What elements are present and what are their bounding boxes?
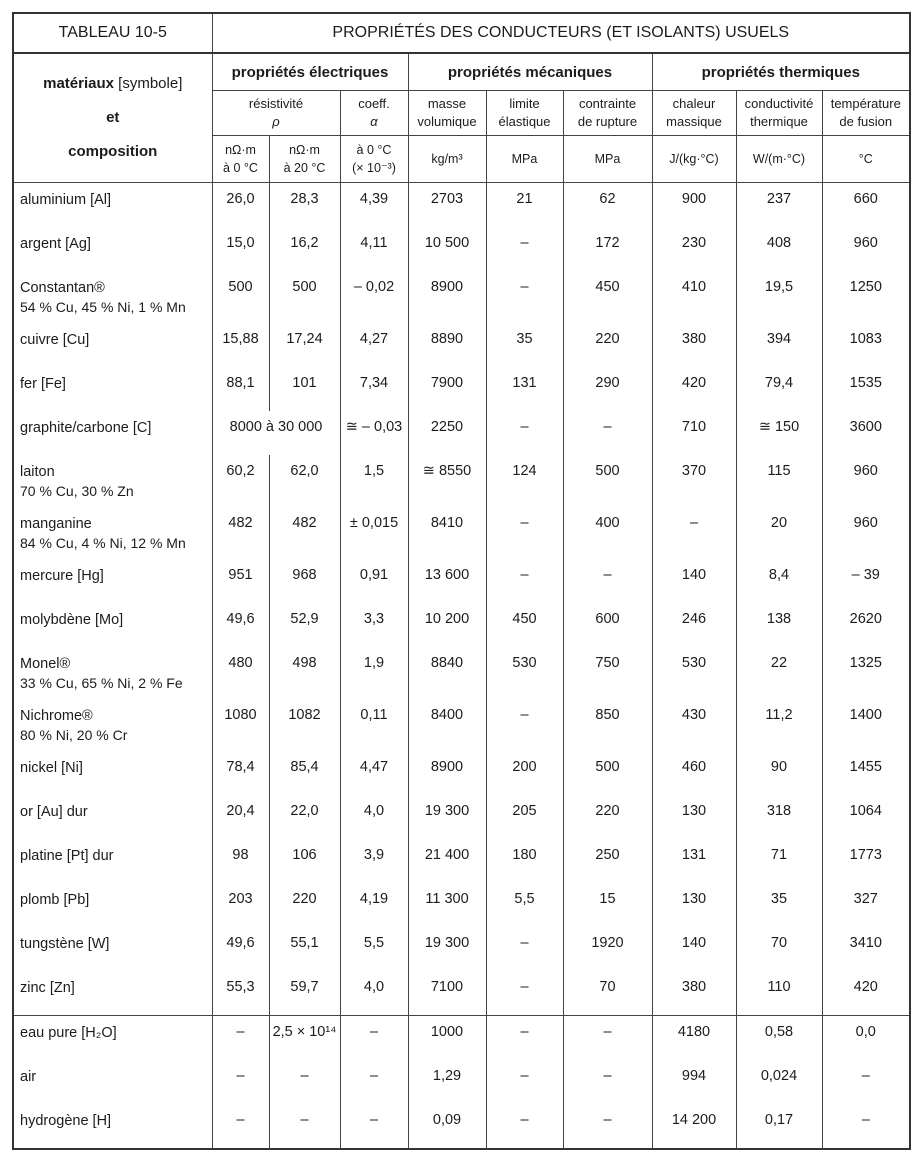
- value-cell: ± 0,015: [340, 507, 408, 559]
- value-cell: 205: [486, 795, 563, 839]
- value-cell: 500: [563, 455, 652, 507]
- table-row: [13, 1060, 910, 1104]
- value-cell: 318: [736, 795, 822, 839]
- value-cell: –: [486, 971, 563, 1016]
- value-cell: 22: [736, 647, 822, 699]
- value-cell: 250: [563, 839, 652, 883]
- value-cell: 49,6: [226, 611, 255, 627]
- value-cell: 71: [736, 839, 822, 883]
- value-cell: 200: [486, 751, 563, 795]
- material-name: hydrogène [H]: [13, 1104, 212, 1149]
- value-cell: ≅ – 0,03: [340, 411, 408, 455]
- value-cell: 380: [652, 971, 736, 1016]
- value-cell: 90: [736, 751, 822, 795]
- value-cell: 8000 à 30 000: [229, 419, 323, 435]
- value-cell: 1325: [822, 647, 910, 699]
- value-cell: 237: [736, 183, 822, 228]
- value-cell: 2703: [408, 183, 486, 228]
- value-cell: –: [563, 1016, 652, 1061]
- value-cell: 8400: [408, 699, 486, 751]
- unit-density: kg/m³: [408, 136, 486, 183]
- material-name: mercure [Hg]: [13, 559, 212, 603]
- value-cell: 4,47: [340, 751, 408, 795]
- value-cell: 290: [563, 367, 652, 411]
- value-cell: –: [563, 1104, 652, 1149]
- value-cell: 60,2: [226, 463, 255, 479]
- value-cell: 370: [652, 455, 736, 507]
- value-cell: 62: [563, 183, 652, 228]
- material-composition: 33 % Cu, 65 % Ni, 2 % Fe: [20, 675, 183, 691]
- value-cell: 0,58: [736, 1016, 822, 1061]
- material-name: tungstène [W]: [13, 927, 212, 971]
- value-cell: 994: [652, 1060, 736, 1104]
- value-cell: 960: [822, 227, 910, 271]
- table-heading: PROPRIÉTÉS DES CONDUCTEURS (ET ISOLANTS) USUELS: [212, 13, 910, 53]
- value-cell: 8410: [408, 507, 486, 559]
- value-cell: 10 200: [408, 603, 486, 647]
- material-name: plomb [Pb]: [13, 883, 212, 927]
- material-composition: 70 % Cu, 30 % Zn: [20, 483, 134, 499]
- material-name: manganine 84 % Cu, 4 % Ni, 12 % Mn: [13, 507, 212, 559]
- value-cell: –: [212, 1016, 269, 1061]
- value-cell: 3410: [822, 927, 910, 971]
- group-electrical: propriétés électriques: [212, 53, 408, 91]
- value-cell: 21 400: [408, 839, 486, 883]
- value-cell: 450: [486, 603, 563, 647]
- material-name: molybdène [Mo]: [13, 603, 212, 647]
- value-cell: 1773: [822, 839, 910, 883]
- value-cell: 1,5: [340, 455, 408, 507]
- value-cell: 960: [822, 507, 910, 559]
- value-cell: 0,024: [736, 1060, 822, 1104]
- value-cell: 1,9: [340, 647, 408, 699]
- value-cell: 460: [652, 751, 736, 795]
- value-cell: 1920: [563, 927, 652, 971]
- value-cell: 500: [269, 271, 340, 323]
- value-cell: 2620: [822, 603, 910, 647]
- value-cell: 480: [228, 655, 253, 671]
- value-cell: 1,29: [408, 1060, 486, 1104]
- material-name: air: [13, 1060, 212, 1104]
- value-cell: –: [563, 559, 652, 603]
- value-cell: 131: [652, 839, 736, 883]
- value-cell: 19 300: [408, 927, 486, 971]
- value-cell: – 39: [822, 559, 910, 603]
- value-cell: 1083: [822, 323, 910, 367]
- unit-conductivity: W/(m·°C): [736, 136, 822, 183]
- value-cell: –: [340, 1016, 408, 1061]
- value-cell: 900: [652, 183, 736, 228]
- subheader-resistivity: résistivité ρ: [212, 91, 340, 136]
- table-row: [13, 751, 910, 795]
- value-cell: –: [269, 1104, 340, 1149]
- value-cell: 4,0: [340, 971, 408, 1016]
- value-cell: –: [486, 927, 563, 971]
- value-cell: 21: [486, 183, 563, 228]
- value-cell: 230: [652, 227, 736, 271]
- value-cell: 140: [652, 927, 736, 971]
- value-cell: 203: [228, 891, 253, 907]
- value-cell: 15: [563, 883, 652, 927]
- value-cell: 5,5: [340, 927, 408, 971]
- value-cell: 19,5: [736, 271, 822, 323]
- table-row: [13, 927, 910, 971]
- value-cell: 26,0: [226, 191, 255, 207]
- group-thermal: propriétés thermiques: [652, 53, 910, 91]
- table-row: [13, 971, 910, 1016]
- value-cell: –: [340, 1104, 408, 1149]
- value-cell: –: [269, 1060, 340, 1104]
- value-cell: 138: [736, 603, 822, 647]
- value-cell: 4,19: [340, 883, 408, 927]
- material-header-bold: matériaux: [43, 75, 114, 92]
- subheader-heat: chaleur massique: [652, 91, 736, 136]
- material-name: or [Au] dur: [13, 795, 212, 839]
- value-cell: 4,39: [340, 183, 408, 228]
- value-cell: 0,11: [340, 699, 408, 751]
- table-row: [13, 1016, 910, 1061]
- value-cell: 380: [652, 323, 736, 367]
- value-cell: 4,11: [340, 227, 408, 271]
- properties-table: [12, 12, 911, 1150]
- value-cell: ≅ 150: [736, 411, 822, 455]
- material-composition: 84 % Cu, 4 % Ni, 12 % Mn: [20, 535, 186, 551]
- value-cell: 4,0: [340, 795, 408, 839]
- value-cell: 19 300: [408, 795, 486, 839]
- material-header-and: et: [106, 109, 120, 126]
- table-row: [13, 647, 910, 699]
- value-cell: 59,7: [269, 971, 340, 1016]
- value-cell: –: [822, 1060, 910, 1104]
- value-cell: 850: [563, 699, 652, 751]
- value-cell: 8,4: [736, 559, 822, 603]
- subheader-coeff: coeff. α: [340, 91, 408, 136]
- material-name: platine [Pt] dur: [13, 839, 212, 883]
- value-cell: 130: [652, 795, 736, 839]
- value-cell: 0,91: [340, 559, 408, 603]
- value-cell: 4180: [652, 1016, 736, 1061]
- properties-table-container: [12, 12, 909, 1150]
- value-cell: –: [486, 411, 563, 455]
- value-cell: 0,09: [408, 1104, 486, 1149]
- value-cell: 220: [563, 323, 652, 367]
- table-row: [13, 795, 910, 839]
- value-cell: 710: [652, 411, 736, 455]
- value-cell: 1400: [822, 699, 910, 751]
- value-cell: 35: [736, 883, 822, 927]
- value-cell: 420: [652, 367, 736, 411]
- value-cell: –: [486, 1104, 563, 1149]
- subheader-yield: limite élastique: [486, 91, 563, 136]
- material-name: nickel [Ni]: [13, 751, 212, 795]
- value-cell: 450: [563, 271, 652, 323]
- value-cell: 49,6: [226, 935, 255, 951]
- unit-rupture: MPa: [563, 136, 652, 183]
- value-cell: 394: [736, 323, 822, 367]
- material-name: laiton 70 % Cu, 30 % Zn: [13, 455, 212, 507]
- material-name: Constantan® 54 % Cu, 45 % Ni, 1 % Mn: [13, 271, 212, 323]
- value-cell: 1064: [822, 795, 910, 839]
- table-body: [13, 183, 910, 1150]
- table-row: [13, 883, 910, 927]
- material-name: zinc [Zn]: [13, 971, 212, 1016]
- material-header-composition: composition: [68, 143, 158, 160]
- value-cell: –: [340, 1060, 408, 1104]
- value-cell: 8890: [408, 323, 486, 367]
- value-cell: 79,4: [736, 367, 822, 411]
- value-cell: 600: [563, 603, 652, 647]
- value-cell: 101: [269, 367, 340, 411]
- unit-res0: nΩ·m à 0 °C: [212, 136, 269, 183]
- value-cell: 55,3: [226, 979, 255, 995]
- value-cell: 35: [486, 323, 563, 367]
- value-cell: 750: [563, 647, 652, 699]
- value-cell: 1455: [822, 751, 910, 795]
- value-cell: 14 200: [652, 1104, 736, 1149]
- value-cell: 10 500: [408, 227, 486, 271]
- subheader-rupture: contrainte de rupture: [563, 91, 652, 136]
- value-cell: 4,27: [340, 323, 408, 367]
- material-name: fer [Fe]: [13, 367, 212, 411]
- value-cell: 408: [736, 227, 822, 271]
- table-row: [13, 1104, 910, 1149]
- value-cell: 180: [486, 839, 563, 883]
- value-cell: 15,88: [222, 331, 259, 347]
- value-cell: –: [486, 227, 563, 271]
- value-cell: 13 600: [408, 559, 486, 603]
- value-cell: –: [486, 1016, 563, 1061]
- value-cell: 16,2: [269, 227, 340, 271]
- value-cell: 52,9: [269, 603, 340, 647]
- value-cell: –: [486, 507, 563, 559]
- table-row: [13, 559, 910, 603]
- table-number: TABLEAU 10-5: [13, 13, 212, 53]
- value-cell: –: [486, 699, 563, 751]
- value-cell: 130: [652, 883, 736, 927]
- value-cell: 8900: [408, 271, 486, 323]
- value-cell: 530: [652, 647, 736, 699]
- value-cell: 8900: [408, 751, 486, 795]
- value-cell: 124: [486, 455, 563, 507]
- group-mechanical: propriétés mécaniques: [408, 53, 652, 91]
- value-cell: 0,0: [822, 1016, 910, 1061]
- value-cell: 7900: [408, 367, 486, 411]
- material-name: graphite/carbone [C]: [13, 411, 212, 455]
- table-row: [13, 367, 910, 411]
- table-row: [13, 183, 910, 228]
- value-cell: 3,3: [340, 603, 408, 647]
- unit-melting: °C: [822, 136, 910, 183]
- value-cell: 70: [563, 971, 652, 1016]
- value-cell: 7100: [408, 971, 486, 1016]
- material-name: eau pure [H₂O]: [13, 1016, 212, 1061]
- value-cell: 70: [736, 927, 822, 971]
- value-cell: 410: [652, 271, 736, 323]
- value-cell: 20,4: [226, 803, 255, 819]
- value-cell: 498: [269, 647, 340, 699]
- value-cell: 17,24: [269, 323, 340, 367]
- value-cell: 1535: [822, 367, 910, 411]
- value-cell: 220: [563, 795, 652, 839]
- material-name: argent [Ag]: [13, 227, 212, 271]
- value-cell: 2250: [408, 411, 486, 455]
- value-cell: 2,5 × 10¹⁴: [269, 1016, 340, 1061]
- unit-yield: MPa: [486, 136, 563, 183]
- value-cell: 220: [269, 883, 340, 927]
- material-name: Monel® 33 % Cu, 65 % Ni, 2 % Fe: [13, 647, 212, 699]
- value-cell: 8840: [408, 647, 486, 699]
- value-cell: 1082: [269, 699, 340, 751]
- table-row: [13, 839, 910, 883]
- value-cell: 172: [563, 227, 652, 271]
- value-cell: –: [236, 1112, 245, 1128]
- value-cell: 0,17: [736, 1104, 822, 1149]
- value-cell: 500: [563, 751, 652, 795]
- value-cell: –: [486, 559, 563, 603]
- value-cell: 98: [232, 847, 249, 863]
- table-row: [13, 603, 910, 647]
- value-cell: 78,4: [226, 759, 255, 775]
- value-cell: 430: [652, 699, 736, 751]
- value-cell: 1080: [224, 707, 257, 723]
- unit-res20: nΩ·m à 20 °C: [269, 136, 340, 183]
- value-cell: 131: [486, 367, 563, 411]
- material-composition: 80 % Ni, 20 % Cr: [20, 727, 128, 743]
- value-cell: 660: [822, 183, 910, 228]
- table-row: [13, 507, 910, 559]
- material-name: aluminium [Al]: [13, 183, 212, 228]
- value-cell: –: [822, 1104, 910, 1149]
- value-cell: 960: [822, 455, 910, 507]
- material-column-header: [13, 53, 212, 183]
- value-cell: 11 300: [408, 883, 486, 927]
- value-cell: –: [563, 411, 652, 455]
- value-cell: 106: [269, 839, 340, 883]
- value-cell: 115: [736, 455, 822, 507]
- value-cell: 530: [486, 647, 563, 699]
- unit-heat: J/(kg·°C): [652, 136, 736, 183]
- value-cell: 110: [736, 971, 822, 1016]
- table-row: [13, 411, 910, 455]
- value-cell: 1250: [822, 271, 910, 323]
- value-cell: ≅ 8550: [408, 455, 486, 507]
- value-cell: 327: [822, 883, 910, 927]
- value-cell: –: [486, 1060, 563, 1104]
- value-cell: 400: [563, 507, 652, 559]
- value-cell: 5,5: [486, 883, 563, 927]
- value-cell: 55,1: [269, 927, 340, 971]
- value-cell: 11,2: [736, 699, 822, 751]
- value-cell: 28,3: [269, 183, 340, 228]
- value-cell: –: [486, 271, 563, 323]
- value-cell: 968: [269, 559, 340, 603]
- value-cell: 3600: [822, 411, 910, 455]
- material-name: cuivre [Cu]: [13, 323, 212, 367]
- value-cell: 20: [736, 507, 822, 559]
- subheader-density: masse volumique: [408, 91, 486, 136]
- value-cell: 482: [228, 515, 253, 531]
- value-cell: 62,0: [269, 455, 340, 507]
- value-cell: 88,1: [226, 375, 255, 391]
- subheader-melting: température de fusion: [822, 91, 910, 136]
- material-header-symbol: [symbole]: [114, 75, 183, 92]
- value-cell: 500: [228, 279, 253, 295]
- value-cell: 85,4: [269, 751, 340, 795]
- table-row: [13, 271, 910, 323]
- value-cell: 951: [228, 567, 253, 583]
- table-row: [13, 455, 910, 507]
- table-row: [13, 323, 910, 367]
- value-cell: –: [236, 1068, 245, 1084]
- value-cell: –: [563, 1060, 652, 1104]
- table-row: [13, 227, 910, 271]
- subheader-conductivity: conductivité thermique: [736, 91, 822, 136]
- value-cell: 140: [652, 559, 736, 603]
- unit-coeff: à 0 °C (× 10⁻³): [340, 136, 408, 183]
- value-cell: 420: [822, 971, 910, 1016]
- value-cell: 22,0: [269, 795, 340, 839]
- value-cell: 1000: [408, 1016, 486, 1061]
- value-cell: 3,9: [340, 839, 408, 883]
- table-row: [13, 699, 910, 751]
- value-cell: 15,0: [226, 235, 255, 251]
- value-cell: 7,34: [340, 367, 408, 411]
- value-cell: 246: [652, 603, 736, 647]
- value-cell: –: [652, 507, 736, 559]
- value-cell: 482: [269, 507, 340, 559]
- material-composition: 54 % Cu, 45 % Ni, 1 % Mn: [20, 299, 186, 315]
- material-name: Nichrome® 80 % Ni, 20 % Cr: [13, 699, 212, 751]
- value-cell: – 0,02: [340, 271, 408, 323]
